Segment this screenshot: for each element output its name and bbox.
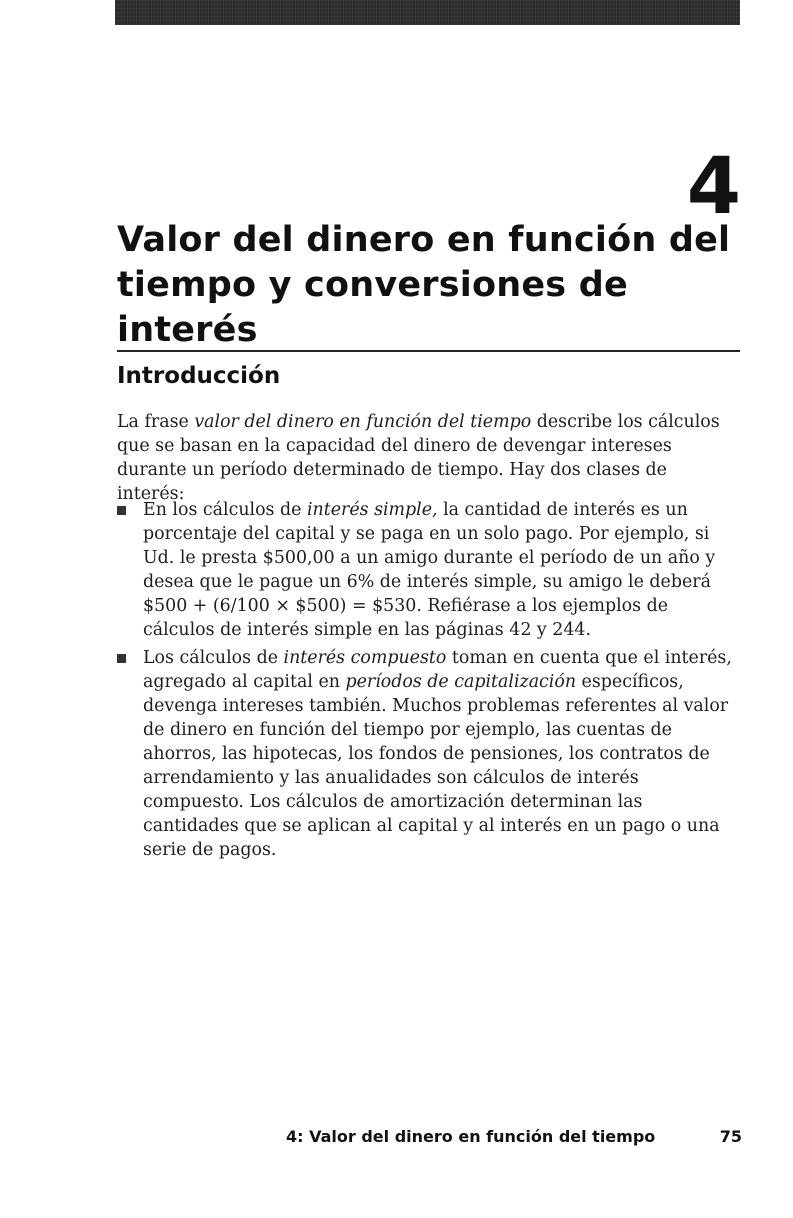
- bullet-text-pre: En los cálculos de: [143, 500, 307, 520]
- bullet-text-pre: Los cálculos de: [143, 648, 284, 668]
- intro-paragraph: [117, 410, 737, 506]
- square-bullet-icon: [117, 654, 126, 663]
- intro-emphasis: valor del dinero en función del tiempo: [194, 412, 532, 432]
- section-heading: Introducción: [117, 363, 281, 389]
- header-bar: [115, 0, 740, 25]
- bullet-simple-interest: [117, 498, 742, 642]
- bullet-emphasis-2: períodos de capitalización: [345, 672, 577, 692]
- chapter-title: Valor del dinero en función del tiempo y conversiones de interés: [117, 220, 731, 350]
- intro-text-post: describe los cálculos que se basan en la capacidad del dinero de devengar intereses durante un período determinado de tiempo. Hay dos clases de interés:: [117, 412, 720, 504]
- running-footer-title: 4: Valor del dinero en función del tiempo: [286, 1127, 656, 1146]
- bullet-emphasis: interés simple,: [306, 500, 438, 520]
- bullet-list: [117, 498, 742, 866]
- section-divider: [117, 350, 740, 352]
- square-bullet-icon: [117, 506, 126, 515]
- bullet-text-post: la cantidad de interés es un porcentaje del capital y se paga en un solo pago. Por ejemplo, si Ud. le presta $500,00 a un amigo durante el período de un año y desea que le pague un 6% de interés simple, su amigo le deberá $500 + (6/100 × $500) = $530. Refiérase a los ejemplos de cálculos de interés simple en las páginas 42 y 244.: [143, 500, 716, 640]
- bullet-text-mid: toman en cuenta que el interés, agregado al capital en: [143, 648, 732, 692]
- chapter-number: 4: [686, 142, 741, 232]
- bullet-text-post: específicos, devenga intereses también. Muchos problemas referentes al valor de dinero en función del tiempo por ejemplo, las cuentas de ahorros, las hipotecas, los fondos de pensiones, los contratos de arrendamiento y las anualidades son cálculos de interés compuesto. Los cálculos de amortización determinan las cantidades que se aplican al capital y al interés en un pago o una serie de pagos.: [143, 672, 729, 860]
- page-number: 75: [719, 1127, 742, 1146]
- bullet-emphasis: interés compuesto: [283, 648, 447, 668]
- bullet-compound-interest: [117, 646, 742, 862]
- intro-text-pre: La frase: [117, 412, 195, 432]
